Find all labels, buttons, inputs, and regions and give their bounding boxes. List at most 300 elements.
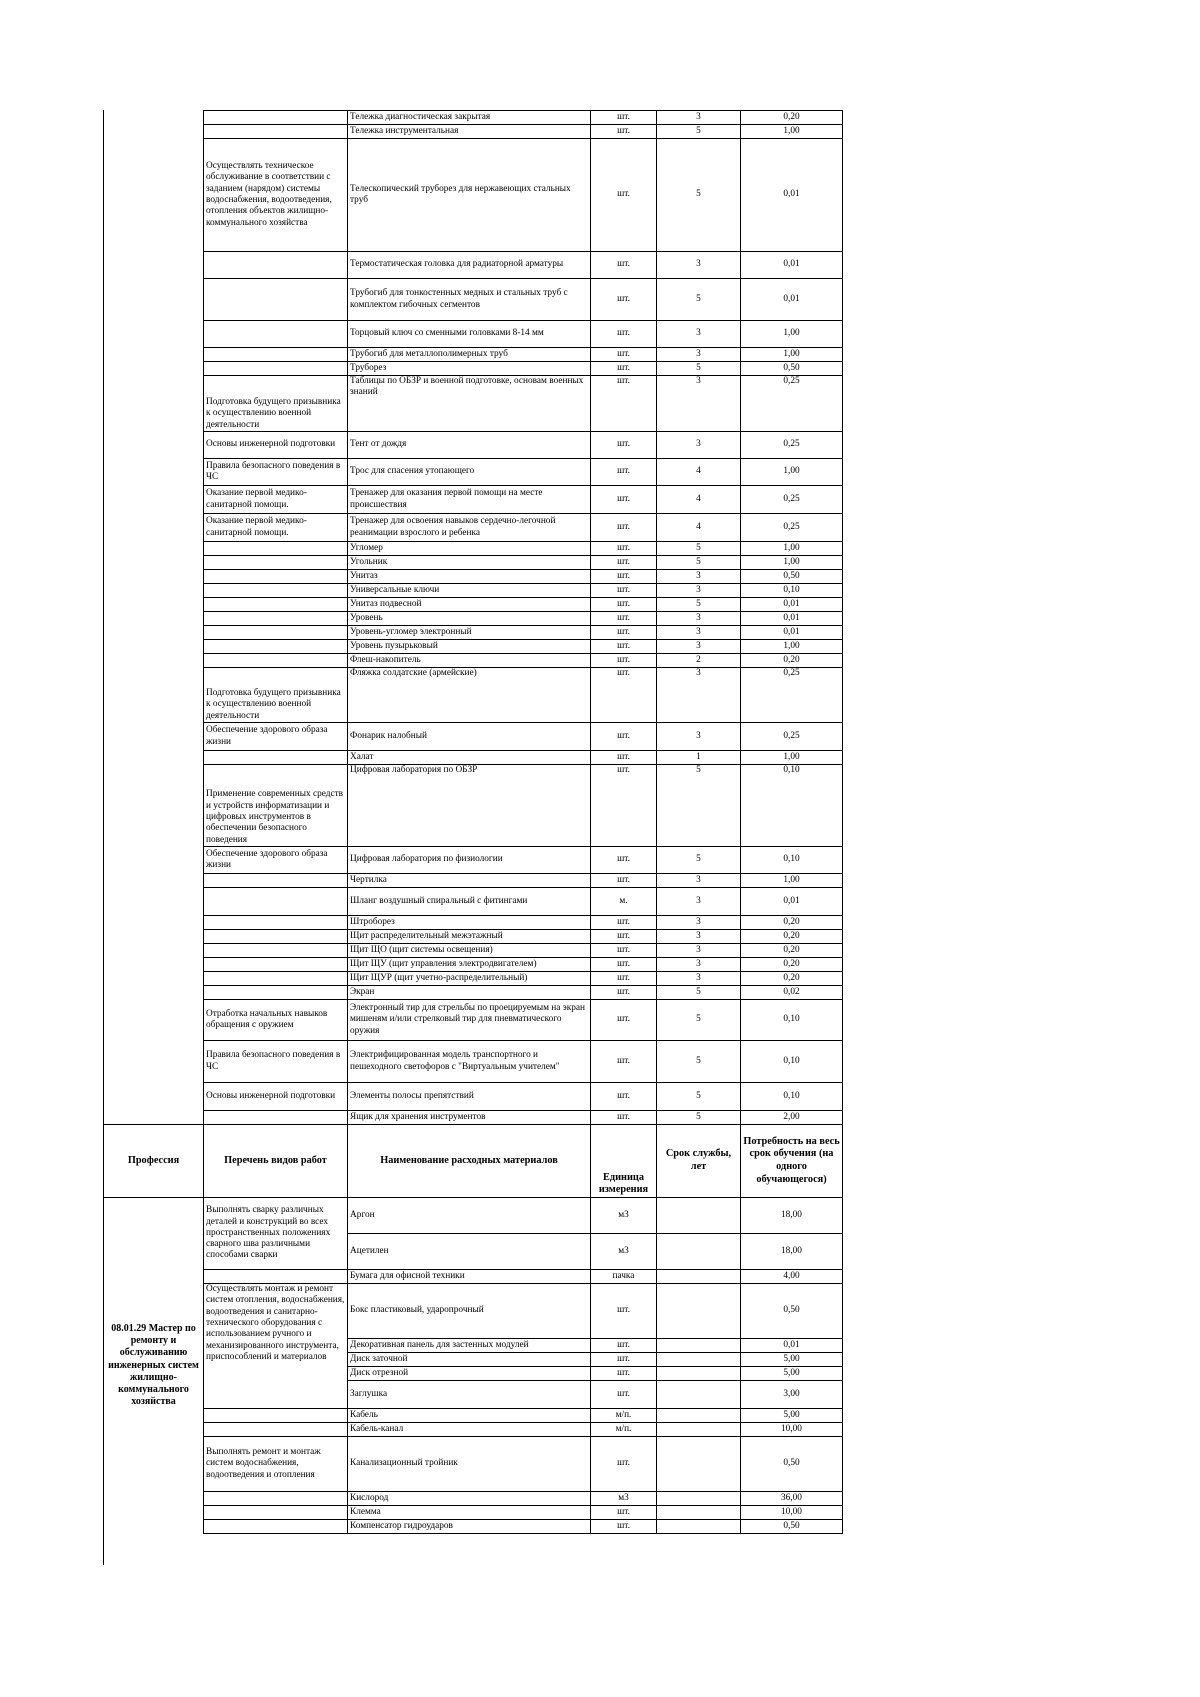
- service-life-cell: 3: [657, 723, 741, 751]
- item-name-cell: Кабель-канал: [348, 1423, 591, 1437]
- need-cell: 0,10: [741, 847, 843, 874]
- service-life-cell: 3: [657, 916, 741, 930]
- table-row: [104, 612, 843, 626]
- table-row: [104, 874, 843, 888]
- service-life-cell: 3: [657, 958, 741, 972]
- service-life-cell: [657, 1234, 741, 1270]
- unit-cell: шт.: [591, 1284, 657, 1339]
- need-cell: 0,25: [741, 486, 843, 514]
- service-life-cell: [657, 1353, 741, 1367]
- unit-cell: шт.: [591, 362, 657, 376]
- work-type-cell: [204, 556, 348, 570]
- need-cell: 0,50: [741, 1284, 843, 1339]
- service-life-cell: 3: [657, 348, 741, 362]
- unit-cell: пачка: [591, 1270, 657, 1284]
- item-name-cell: Канализационный тройник: [348, 1437, 591, 1492]
- unit-cell: шт.: [591, 723, 657, 751]
- work-type-cell: Отработка начальных навыков обращения с оружием: [204, 1000, 348, 1041]
- service-life-cell: 3: [657, 584, 741, 598]
- unit-cell: шт.: [591, 916, 657, 930]
- table-row: [104, 640, 843, 654]
- profession-cell: [104, 252, 204, 279]
- unit-cell: шт.: [591, 874, 657, 888]
- unit-cell: шт.: [591, 1381, 657, 1409]
- work-type-cell: Применение современных средств и устройств информатизации и цифровых инструментов в обеспечении безопасного поведения: [204, 765, 348, 847]
- work-type-cell: [204, 916, 348, 930]
- profession-cell: [104, 723, 204, 751]
- service-life-cell: [657, 1367, 741, 1381]
- need-cell: 0,20: [741, 654, 843, 668]
- unit-cell: шт.: [591, 514, 657, 542]
- work-type-cell: Обеспечение здорового образа жизни: [204, 847, 348, 874]
- item-name-cell: Электронный тир для стрельбы по проецируемым на экран мишеням и/или стрелковый тир для пневматического оружия: [348, 1000, 591, 1041]
- unit-cell: шт.: [591, 584, 657, 598]
- table-row: [104, 1083, 843, 1111]
- need-cell: 0,01: [741, 1339, 843, 1353]
- service-life-cell: [657, 1198, 741, 1234]
- profession-cell: [104, 321, 204, 348]
- need-cell: 0,20: [741, 972, 843, 986]
- need-cell: 0,20: [741, 944, 843, 958]
- service-life-cell: 3: [657, 612, 741, 626]
- service-life-cell: 3: [657, 252, 741, 279]
- item-name-cell: Фляжка солдатские (армейские): [348, 668, 591, 723]
- item-name-cell: Щит ЩУ (щит управления электродвигателем): [348, 958, 591, 972]
- unit-cell: шт.: [591, 321, 657, 348]
- need-cell: 1,00: [741, 348, 843, 362]
- item-name-cell: Клемма: [348, 1506, 591, 1520]
- profession-cell: [104, 930, 204, 944]
- profession-cell: [104, 1083, 204, 1111]
- work-type-cell: Основы инженерной подготовки: [204, 432, 348, 459]
- work-type-cell: [204, 542, 348, 556]
- table-row: [104, 626, 843, 640]
- unit-cell: шт.: [591, 432, 657, 459]
- need-cell: 18,00: [741, 1234, 843, 1270]
- need-cell: 0,50: [741, 570, 843, 584]
- table-row: [104, 556, 843, 570]
- table-row: [104, 765, 843, 847]
- table-row: [104, 1520, 843, 1534]
- item-name-cell: Ацетилен: [348, 1234, 591, 1270]
- header-unit: Единица измерения: [591, 1125, 657, 1198]
- unit-cell: шт.: [591, 765, 657, 847]
- item-name-cell: Цифровая лаборатория по физиологии: [348, 847, 591, 874]
- service-life-cell: 3: [657, 432, 741, 459]
- profession-cell: [104, 570, 204, 584]
- need-cell: 10,00: [741, 1423, 843, 1437]
- profession-cell: [104, 432, 204, 459]
- need-cell: 0,50: [741, 362, 843, 376]
- profession-cell: [104, 986, 204, 1000]
- unit-cell: шт.: [591, 111, 657, 125]
- need-cell: 0,20: [741, 916, 843, 930]
- item-name-cell: Заглушка: [348, 1381, 591, 1409]
- equipment-section: [104, 111, 843, 1125]
- work-type-cell: Осуществлять техническое обслуживание в соответствии с заданием (нарядом) системы водоснабжения, водоотведения, отопления объектов жилищно-коммунального хозяйства: [204, 139, 348, 252]
- need-cell: 1,00: [741, 556, 843, 570]
- profession-cell: [104, 486, 204, 514]
- profession-cell: [104, 1111, 204, 1125]
- need-cell: 2,00: [741, 1111, 843, 1125]
- unit-cell: шт.: [591, 1437, 657, 1492]
- work-type-cell: [204, 279, 348, 321]
- materials-table: [103, 110, 843, 1534]
- item-name-cell: Уровень-угломер электронный: [348, 626, 591, 640]
- unit-cell: шт.: [591, 376, 657, 432]
- work-type-cell: [204, 972, 348, 986]
- unit-cell: шт.: [591, 944, 657, 958]
- table-row: [104, 459, 843, 486]
- service-life-cell: 3: [657, 321, 741, 348]
- need-cell: 1,00: [741, 542, 843, 556]
- service-life-cell: 3: [657, 668, 741, 723]
- work-type-cell: [204, 874, 348, 888]
- work-type-cell: [204, 751, 348, 765]
- item-name-cell: Трубогиб для тонкостенных медных и стальных труб с комплектом гибочных сегментов: [348, 279, 591, 321]
- profession-cell: [104, 348, 204, 362]
- table-row: [104, 584, 843, 598]
- table-row: [104, 1270, 843, 1284]
- work-type-cell: [204, 1111, 348, 1125]
- item-name-cell: Щит распределительный межэтажный: [348, 930, 591, 944]
- profession-cell: [104, 847, 204, 874]
- item-name-cell: Кабель: [348, 1409, 591, 1423]
- item-name-cell: Щит ЩО (щит системы освещения): [348, 944, 591, 958]
- table-row: [104, 888, 843, 916]
- work-type-cell: [204, 654, 348, 668]
- unit-cell: шт.: [591, 626, 657, 640]
- work-type-cell: Основы инженерной подготовки: [204, 1083, 348, 1111]
- unit-cell: шт.: [591, 1367, 657, 1381]
- item-name-cell: Угломер: [348, 542, 591, 556]
- need-cell: 10,00: [741, 1506, 843, 1520]
- profession-cell: [104, 598, 204, 612]
- service-life-cell: 5: [657, 125, 741, 139]
- item-name-cell: Тележка инструментальная: [348, 125, 591, 139]
- work-type-cell: [204, 111, 348, 125]
- profession-cell: [104, 556, 204, 570]
- work-type-cell: [204, 1409, 348, 1423]
- service-life-cell: 3: [657, 570, 741, 584]
- unit-cell: шт.: [591, 486, 657, 514]
- table-row: [104, 570, 843, 584]
- service-life-cell: [657, 1492, 741, 1506]
- need-cell: 1,00: [741, 125, 843, 139]
- service-life-cell: 5: [657, 1111, 741, 1125]
- profession-cell: [104, 459, 204, 486]
- item-name-cell: Тренажер для освоения навыков сердечно-легочной реанимации взрослого и ребенка: [348, 514, 591, 542]
- table-row: [104, 598, 843, 612]
- profession-cell: 08.01.29 Мастер по ремонту и обслуживанию инженерных систем жилищно-коммунального хозяйства: [104, 1198, 204, 1534]
- table-row: [104, 542, 843, 556]
- profession-cell: [104, 139, 204, 252]
- work-type-cell: Подготовка будущего призывника к осуществлению военной деятельности: [204, 668, 348, 723]
- need-cell: 0,25: [741, 668, 843, 723]
- work-type-cell: [204, 362, 348, 376]
- service-life-cell: 4: [657, 459, 741, 486]
- need-cell: 3,00: [741, 1381, 843, 1409]
- unit-cell: шт.: [591, 348, 657, 362]
- table-row: [104, 376, 843, 432]
- unit-cell: шт.: [591, 640, 657, 654]
- need-cell: 0,01: [741, 888, 843, 916]
- table-row: [104, 723, 843, 751]
- profession-cell: [104, 751, 204, 765]
- unit-cell: шт.: [591, 139, 657, 252]
- table-header-row: [104, 1125, 843, 1198]
- unit-cell: шт.: [591, 654, 657, 668]
- table-row: [104, 654, 843, 668]
- table-row: [104, 1423, 843, 1437]
- work-type-cell: [204, 612, 348, 626]
- unit-cell: шт.: [591, 1520, 657, 1534]
- service-life-cell: 5: [657, 139, 741, 252]
- service-life-cell: 5: [657, 986, 741, 1000]
- service-life-cell: [657, 1506, 741, 1520]
- table-row: [104, 930, 843, 944]
- unit-cell: шт.: [591, 570, 657, 584]
- item-name-cell: Диск заточной: [348, 1353, 591, 1367]
- item-name-cell: Компенсатор гидроударов: [348, 1520, 591, 1534]
- profession-cell: [104, 362, 204, 376]
- profession-cell: [104, 944, 204, 958]
- unit-cell: шт.: [591, 847, 657, 874]
- profession-cell: [104, 125, 204, 139]
- unit-cell: шт.: [591, 1111, 657, 1125]
- work-type-cell: [204, 1520, 348, 1534]
- work-type-cell: Оказание первой медико-санитарной помощи.: [204, 486, 348, 514]
- service-life-cell: [657, 1381, 741, 1409]
- item-name-cell: Телескопический труборез для нержавеющих стальных труб: [348, 139, 591, 252]
- work-type-cell: [204, 944, 348, 958]
- work-type-cell: Осуществлять монтаж и ремонт систем отопления, водоснабжения, водоотведения и санитарно-технического оборудования с использованием ручного и механизированного инструмента, приспособлений и материалов: [204, 1284, 348, 1409]
- profession-cell: [104, 765, 204, 847]
- item-name-cell: Халат: [348, 751, 591, 765]
- need-cell: 0,10: [741, 1000, 843, 1041]
- profession-cell: [104, 640, 204, 654]
- table-row: [104, 111, 843, 125]
- profession-cell: [104, 584, 204, 598]
- unit-cell: шт.: [591, 1353, 657, 1367]
- item-name-cell: Штроборез: [348, 916, 591, 930]
- service-life-cell: 3: [657, 972, 741, 986]
- item-name-cell: Унитаз: [348, 570, 591, 584]
- work-type-cell: [204, 930, 348, 944]
- header-need: Потребность на весь срок обучения (на одного обучающегося): [741, 1125, 843, 1198]
- unit-cell: м/п.: [591, 1423, 657, 1437]
- work-type-cell: Правила безопасного поведения в ЧС: [204, 459, 348, 486]
- table-row: [104, 1506, 843, 1520]
- need-cell: 5,00: [741, 1367, 843, 1381]
- profession-cell: [104, 542, 204, 556]
- table-row: [104, 944, 843, 958]
- need-cell: 0,20: [741, 111, 843, 125]
- table-row: [104, 252, 843, 279]
- need-cell: 0,10: [741, 584, 843, 598]
- unit-cell: шт.: [591, 612, 657, 626]
- header-works: Перечень видов работ: [204, 1125, 348, 1198]
- item-name-cell: Бокс пластиковый, ударопрочный: [348, 1284, 591, 1339]
- need-cell: 1,00: [741, 640, 843, 654]
- service-life-cell: 5: [657, 847, 741, 874]
- service-life-cell: 2: [657, 654, 741, 668]
- table-row: [104, 668, 843, 723]
- need-cell: 36,00: [741, 1492, 843, 1506]
- unit-cell: шт.: [591, 958, 657, 972]
- work-type-cell: Выполнять сварку различных деталей и конструкций во всех пространственных положениях сварного шва различными способами сварки: [204, 1198, 348, 1270]
- work-type-cell: Обеспечение здорового образа жизни: [204, 723, 348, 751]
- profession-cell: [104, 654, 204, 668]
- unit-cell: шт.: [591, 279, 657, 321]
- header-materials: Наименование расходных материалов: [348, 1125, 591, 1198]
- unit-cell: шт.: [591, 598, 657, 612]
- unit-cell: шт.: [591, 1339, 657, 1353]
- table-row: [104, 321, 843, 348]
- unit-cell: м/п.: [591, 1409, 657, 1423]
- need-cell: 0,25: [741, 432, 843, 459]
- profession-cell: [104, 514, 204, 542]
- work-type-cell: [204, 1423, 348, 1437]
- work-type-cell: [204, 986, 348, 1000]
- service-life-cell: 4: [657, 514, 741, 542]
- service-life-cell: 5: [657, 362, 741, 376]
- item-name-cell: Кислород: [348, 1492, 591, 1506]
- need-cell: 4,00: [741, 1270, 843, 1284]
- need-cell: 0,25: [741, 514, 843, 542]
- item-name-cell: Трубогиб для металлополимерных труб: [348, 348, 591, 362]
- service-life-cell: 3: [657, 944, 741, 958]
- table-row: [104, 125, 843, 139]
- table-row: [104, 514, 843, 542]
- profession-cell: [104, 958, 204, 972]
- profession-cell: [104, 279, 204, 321]
- item-name-cell: Аргон: [348, 1198, 591, 1234]
- table-row: [104, 986, 843, 1000]
- need-cell: 1,00: [741, 874, 843, 888]
- table-row: [104, 1437, 843, 1492]
- profession-cell: [104, 972, 204, 986]
- work-type-cell: [204, 640, 348, 654]
- need-cell: 0,01: [741, 279, 843, 321]
- item-name-cell: Диск отрезной: [348, 1367, 591, 1381]
- service-life-cell: [657, 1409, 741, 1423]
- item-name-cell: Бумага для офисной техники: [348, 1270, 591, 1284]
- table-row: [104, 348, 843, 362]
- profession-cell: [104, 874, 204, 888]
- item-name-cell: Труборез: [348, 362, 591, 376]
- table-row: [104, 1198, 843, 1234]
- unit-cell: шт.: [591, 125, 657, 139]
- service-life-cell: 5: [657, 1000, 741, 1041]
- item-name-cell: Универсальные ключи: [348, 584, 591, 598]
- item-name-cell: Таблицы по ОБЗР и военной подготовке, основам военных знаний: [348, 376, 591, 432]
- need-cell: 0,02: [741, 986, 843, 1000]
- item-name-cell: Торцовый ключ со сменными головками 8-14 мм: [348, 321, 591, 348]
- table-row: [104, 751, 843, 765]
- service-life-cell: 5: [657, 1041, 741, 1083]
- need-cell: 0,01: [741, 612, 843, 626]
- profession-cell: [104, 376, 204, 432]
- table-row: [104, 1041, 843, 1083]
- unit-cell: шт.: [591, 972, 657, 986]
- table-row: [104, 958, 843, 972]
- profession-cell: [104, 612, 204, 626]
- unit-cell: шт.: [591, 1083, 657, 1111]
- service-life-cell: 5: [657, 279, 741, 321]
- need-cell: 1,00: [741, 751, 843, 765]
- work-type-cell: Подготовка будущего призывника к осуществлению военной деятельности: [204, 376, 348, 432]
- service-life-cell: [657, 1270, 741, 1284]
- service-life-cell: 5: [657, 556, 741, 570]
- need-cell: 0,20: [741, 930, 843, 944]
- service-life-cell: 3: [657, 376, 741, 432]
- unit-cell: шт.: [591, 668, 657, 723]
- need-cell: 0,10: [741, 765, 843, 847]
- item-name-cell: Щит ЩУР (щит учетно-распределительный): [348, 972, 591, 986]
- need-cell: 0,01: [741, 252, 843, 279]
- table-row: [104, 1000, 843, 1041]
- need-cell: 0,01: [741, 598, 843, 612]
- need-cell: 18,00: [741, 1198, 843, 1234]
- unit-cell: шт.: [591, 1041, 657, 1083]
- item-name-cell: Трос для спасения утопающего: [348, 459, 591, 486]
- service-life-cell: 3: [657, 111, 741, 125]
- work-type-cell: Оказание первой медико-санитарной помощи.: [204, 514, 348, 542]
- table-row: [104, 1492, 843, 1506]
- need-cell: 0,01: [741, 139, 843, 252]
- table-row: [104, 432, 843, 459]
- service-life-cell: 4: [657, 486, 741, 514]
- need-cell: 0,01: [741, 626, 843, 640]
- need-cell: 0,50: [741, 1437, 843, 1492]
- work-type-cell: Правила безопасного поведения в ЧС: [204, 1041, 348, 1083]
- item-name-cell: Ящик для хранения инструментов: [348, 1111, 591, 1125]
- service-life-cell: 3: [657, 626, 741, 640]
- unit-cell: м3: [591, 1234, 657, 1270]
- service-life-cell: 3: [657, 888, 741, 916]
- item-name-cell: Тренажер для оказания первой помощи на месте происшествия: [348, 486, 591, 514]
- header-life: Срок службы, лет: [657, 1125, 741, 1198]
- profession-cell: [104, 668, 204, 723]
- service-life-cell: [657, 1423, 741, 1437]
- unit-cell: шт.: [591, 1000, 657, 1041]
- profession-cell: [104, 916, 204, 930]
- item-name-cell: Уровень: [348, 612, 591, 626]
- work-type-cell: [204, 888, 348, 916]
- work-type-cell: [204, 626, 348, 640]
- service-life-cell: [657, 1437, 741, 1492]
- need-cell: 1,00: [741, 321, 843, 348]
- service-life-cell: [657, 1520, 741, 1534]
- table-row: [104, 916, 843, 930]
- work-type-cell: [204, 348, 348, 362]
- item-name-cell: Электрифицированная модель транспортного и пешеходного светофоров с "Виртуальным учителем": [348, 1041, 591, 1083]
- service-life-cell: 3: [657, 640, 741, 654]
- service-life-cell: 5: [657, 598, 741, 612]
- unit-cell: шт.: [591, 459, 657, 486]
- service-life-cell: [657, 1339, 741, 1353]
- header-profession: Профессия: [104, 1125, 204, 1198]
- unit-cell: шт.: [591, 751, 657, 765]
- table-row: [104, 972, 843, 986]
- need-cell: 5,00: [741, 1409, 843, 1423]
- need-cell: 0,25: [741, 376, 843, 432]
- work-type-cell: Выполнять ремонт и монтаж систем водоснабжения, водоотведения и отопления: [204, 1437, 348, 1492]
- work-type-cell: [204, 1492, 348, 1506]
- table-row: [104, 1409, 843, 1423]
- item-name-cell: Угольник: [348, 556, 591, 570]
